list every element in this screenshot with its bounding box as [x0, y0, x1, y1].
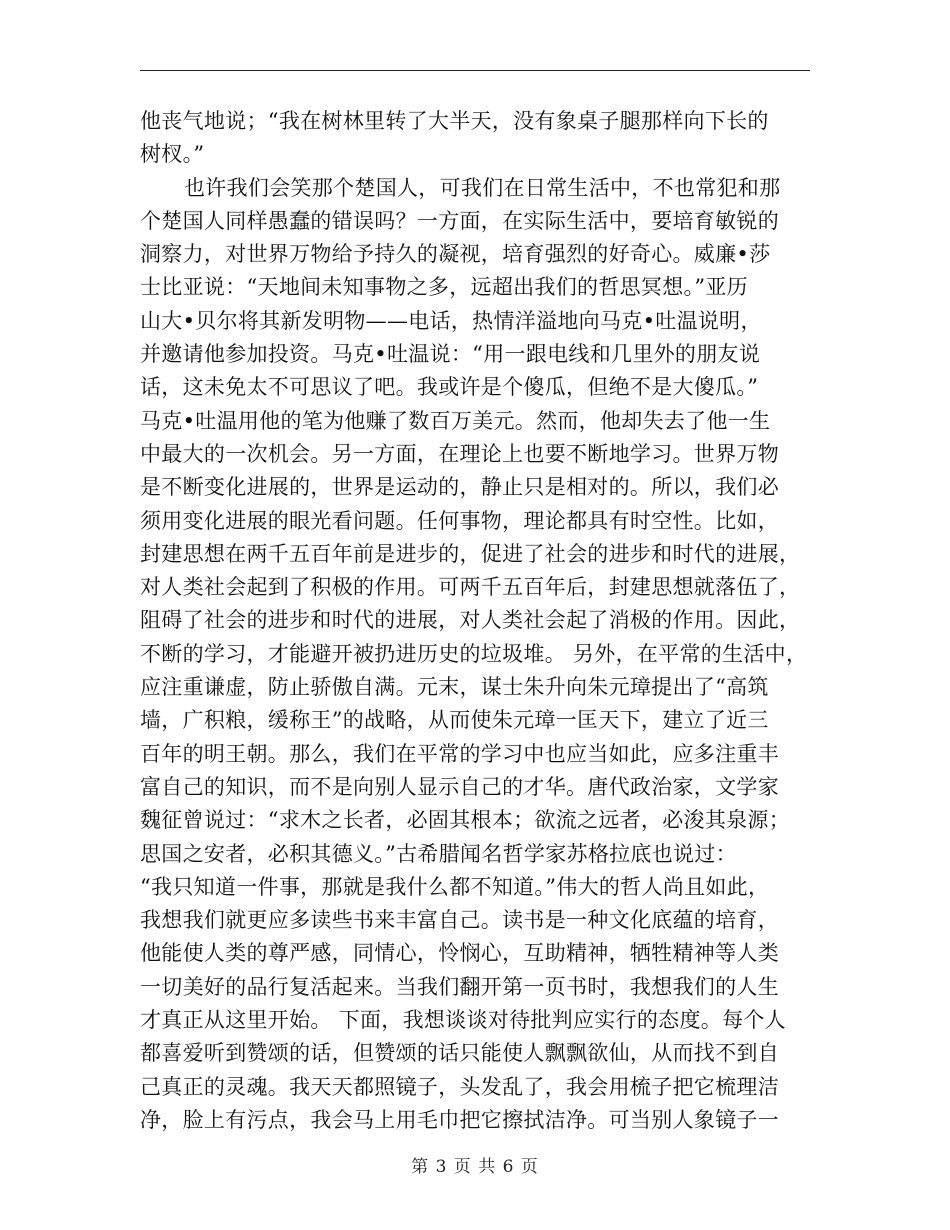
page-number-footer: 第 3 页 共 6 页 — [411, 1157, 539, 1177]
text-line: 己真正的灵魂。我天天都照镜子，头发乱了，我会用梳子把它梳理洁 — [140, 1074, 779, 1099]
text-line: 都喜爱听到赞颂的话，但赞颂的话只能使人飘飘欲仙，从而找不到自 — [140, 1041, 779, 1066]
text-line: 是不断变化进展的，世界是运动的，静止只是相对的。所以，我们必 — [140, 475, 779, 500]
text-line: 马克•吐温用他的笔为他赚了数百万美元。然而，他却失去了他一生 — [140, 408, 771, 433]
text-line: “我只知道一件事，那就是我什么都不知道。”伟大的哲人尚且如此， — [140, 874, 770, 899]
text-line: 个楚国人同样愚蠢的错误吗？一方面，在实际生活中，要培育敏锐的 — [140, 208, 779, 233]
text-line: 并邀请他参加投资。马克•吐温说：“用一跟电线和几里外的朋友说 — [140, 342, 761, 367]
text-line: 须用变化进展的眼光看问题。任何事物，理论都具有时空性。比如， — [140, 508, 779, 533]
body-text — [140, 105, 820, 1137]
text-line: 墙，广积粮，缓称王”的战略，从而使朱元璋一匡天下，建立了近三 — [140, 708, 769, 733]
text-line: 树杈。” — [140, 142, 205, 167]
text-line: 士比亚说：“天地间未知事物之多，远超出我们的哲思冥想。”亚历 — [140, 275, 748, 300]
text-line: 不断的学习，才能避开被扔进历史的垃圾堆。 另外，在平常的生活中， — [140, 641, 808, 666]
text-line: 封建思想在两千五百年前是进步的，促进了社会的进步和时代的进展， — [140, 541, 801, 566]
text-line: 魏征曾说过：“求木之长者，必固其根本；欲流之远者，必浚其泉源； — [140, 808, 791, 833]
text-line: 我想我们就更应多读些书来丰富自己。读书是一种文化底蕴的培育， — [140, 908, 779, 933]
text-line: 净，脸上有污点，我会马上用毛巾把它擦拭洁净。可当别人象镜子一 — [140, 1107, 779, 1132]
text-line: 对人类社会起到了积极的作用。可两千五百年后，封建思想就落伍了， — [140, 575, 801, 600]
text-line: 山大•贝尔将其新发明物——电话，热情洋溢地向马克•吐温说明， — [140, 308, 762, 333]
text-line: 他丧气地说；“我在树林里转了大半天，没有象桌子腿那样向下长的 — [140, 109, 769, 133]
text-line: 阻碍了社会的进步和时代的进展，对人类社会起了消极的作用。因此， — [140, 608, 801, 633]
text-line: 才真正从这里开始。 下面，我想谈谈对待批判应实行的态度。每个人 — [140, 1008, 786, 1033]
text-line: 百年的明王朝。那么，我们在平常的学习中也应当如此，应多注重丰 — [140, 741, 779, 766]
text-line: 应注重谦虚，防止骄傲自满。元末，谋士朱升向朱元璋提出了“高筑 — [140, 675, 769, 700]
text-line: 他能使人类的尊严感，同情心，怜悯心，互助精神，牺牲精神等人类 — [140, 941, 779, 966]
text-line: 洞察力，对世界万物给予持久的凝视，培育强烈的好奇心。威廉•莎 — [140, 242, 771, 267]
text-line: 中最大的一次机会。另一方面，在理论上也要不断地学习。世界万物 — [140, 441, 779, 466]
text-line: 思国之安者，必积其德义。”古希腊闻名哲学家苏格拉底也说过： — [140, 841, 737, 866]
header-rule — [140, 70, 810, 71]
text-line: 话，这未免太不可思议了吧。我或许是个傻瓜，但绝不是大傻瓜。” — [140, 375, 759, 400]
text-line: 一切美好的品行复活起来。当我们翻开第一页书时，我想我们的人生 — [140, 974, 779, 999]
text-line: 富自己的知识，而不是向别人显示自己的才华。唐代政治家，文学家 — [140, 774, 779, 799]
paragraph-start-line: 也许我们会笑那个楚国人，可我们在日常生活中，不也常犯和那 — [184, 175, 781, 200]
